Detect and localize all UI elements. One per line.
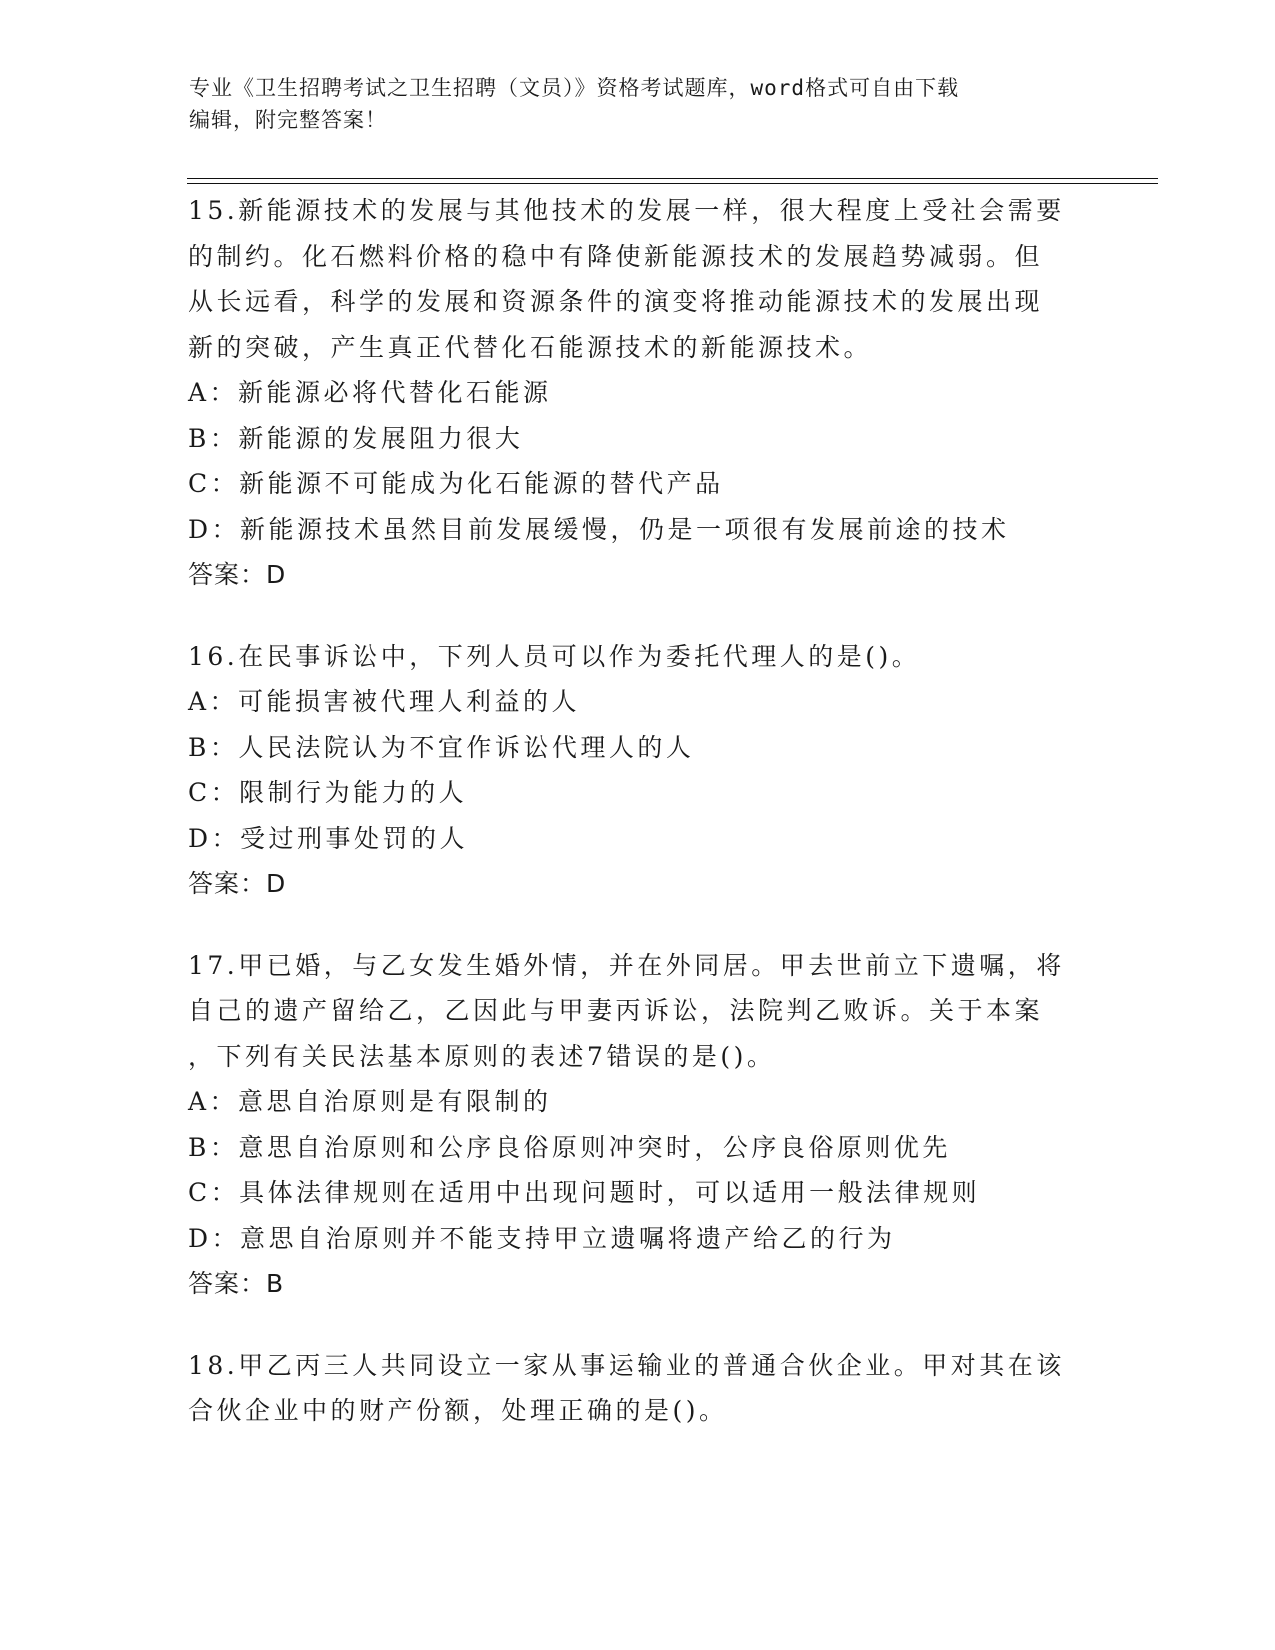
question-stem-line: 15.新能源技术的发展与其他技术的发展一样，很大程度上受社会需要 (188, 196, 1065, 225)
header-divider-top (187, 178, 1158, 179)
option-a: A：意思自治原则是有限制的 (188, 1087, 552, 1116)
question-18 (188, 1343, 1088, 1434)
answer-label: 答案：D (188, 560, 287, 589)
option-d: D：新能源技术虽然目前发展缓慢，仍是一项很有发展前途的技术 (188, 514, 1010, 544)
question-17 (188, 943, 1088, 1307)
question-stem-line: 从长远看，科学的发展和资源条件的演变将推动能源技术的发展出现 (188, 287, 1044, 316)
option-c: C：新能源不可能成为化石能源的替代产品 (188, 469, 724, 498)
question-stem-line: 17.甲已婚，与乙女发生婚外情，并在外同居。甲去世前立下遗嘱，将 (188, 950, 1065, 980)
question-stem-line: 新的突破，产生真正代替化石能源技术的新能源技术。 (188, 332, 873, 362)
header-line-1: 专业《卫生招聘考试之卫生招聘（文员）》资格考试题库，word格式可自由下载 (189, 76, 960, 100)
option-a: A：新能源必将代替化石能源 (188, 378, 552, 407)
option-d: D：受过刑事处罚的人 (188, 823, 469, 853)
question-stem-line: 18.甲乙丙三人共同设立一家从事运输业的普通合伙企业。甲对其在该 (188, 1350, 1065, 1380)
option-c: C：具体法律规则在适用中出现问题时，可以适用一般法律规则 (188, 1178, 981, 1207)
option-c: C：限制行为能力的人 (188, 778, 468, 807)
header-line-2: 编辑，附完整答案！ (189, 108, 387, 132)
question-list (188, 188, 1088, 1470)
document-header (189, 72, 1089, 136)
question-15 (188, 188, 1088, 598)
question-stem-line: ，下列有关民法基本原则的表述7错误的是()。 (188, 1041, 776, 1071)
answer-label: 答案：B (188, 1269, 285, 1298)
question-stem-line: 的制约。化石燃料价格的稳中有降使新能源技术的发展趋势减弱。但 (188, 241, 1044, 271)
option-b: B：人民法院认为不宜作诉讼代理人的人 (188, 732, 695, 762)
question-stem-line: 自己的遗产留给乙，乙因此与甲妻丙诉讼，法院判乙败诉。关于本案 (188, 996, 1044, 1025)
option-b: B：意思自治原则和公序良俗原则冲突时，公序良俗原则优先 (188, 1132, 951, 1162)
question-16 (188, 634, 1088, 907)
option-d: D：意思自治原则并不能支持甲立遗嘱将遗产给乙的行为 (188, 1223, 896, 1253)
question-stem-line: 16.在民事诉讼中，下列人员可以作为委托代理人的是()。 (188, 641, 921, 671)
option-a: A：可能损害被代理人利益的人 (188, 687, 581, 716)
question-stem-line: 合伙企业中的财产份额，处理正确的是()。 (188, 1396, 728, 1425)
answer-label: 答案：D (188, 869, 287, 898)
header-divider-bottom (187, 183, 1158, 184)
option-b: B：新能源的发展阻力很大 (188, 423, 524, 453)
